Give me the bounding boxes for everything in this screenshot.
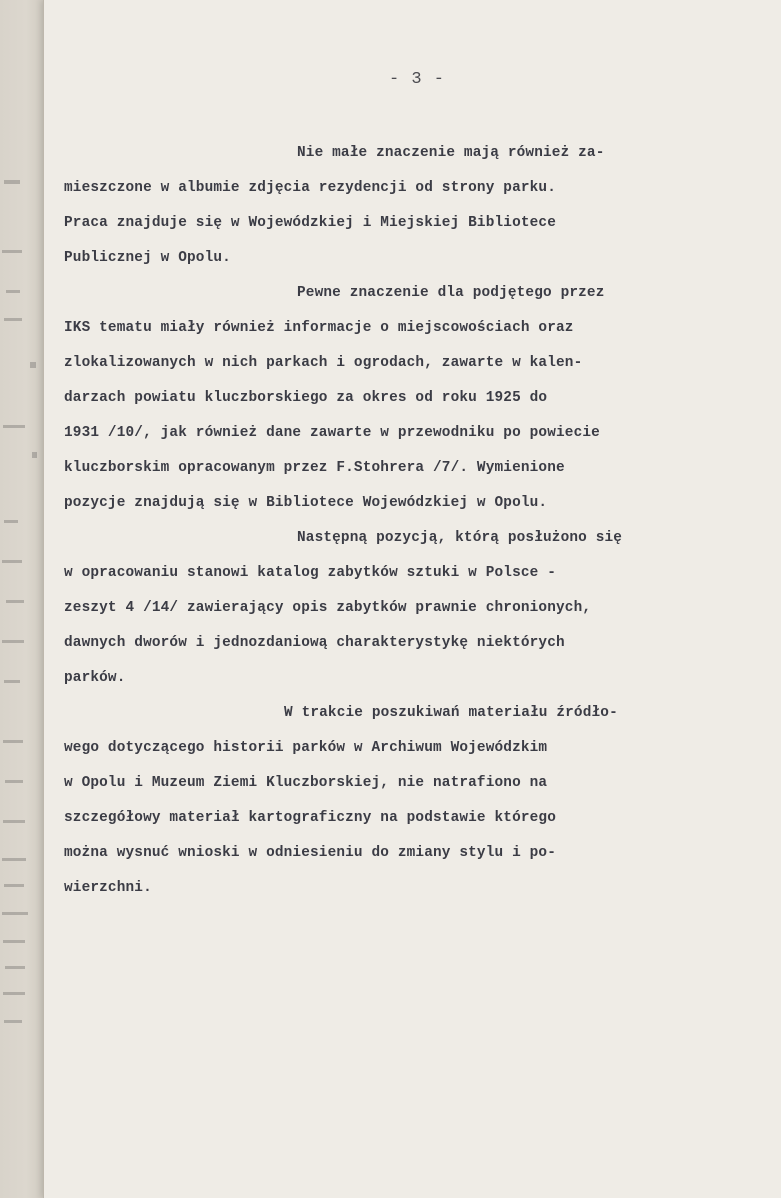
text-line: Pewne znaczenie dla podjętego przez bbox=[297, 285, 605, 301]
page-number: - 3 - bbox=[389, 70, 446, 89]
text-line: 1931 /10/, jak również dane zawarte w przewodniku po powiecie bbox=[64, 425, 600, 441]
text-line: Praca znajduje się w Wojewódzkiej i Miejskiej Bibliotece bbox=[64, 215, 557, 231]
text-line: mieszczone w albumie zdjęcia rezydencji od strony parku. bbox=[64, 180, 557, 196]
text-line: w opracowaniu stanowi katalog zabytków sztuki w Polsce - bbox=[64, 565, 557, 581]
text-line: Publicznej w Opolu. bbox=[64, 250, 231, 266]
text-line: parków. bbox=[64, 670, 126, 686]
text-line: pozycje znajdują się w Bibliotece Wojewódzkiej w Opolu. bbox=[64, 495, 548, 511]
text-line: wierzchni. bbox=[64, 880, 152, 896]
document-page bbox=[44, 0, 781, 1198]
text-line: zeszyt 4 /14/ zawierający opis zabytków prawnie chronionych, bbox=[64, 600, 592, 616]
text-line: kluczborskim opracowanym przez F.Stohrera /7/. Wymienione bbox=[64, 460, 565, 476]
text-line: zlokalizowanych w nich parkach i ogrodach, zawarte w kalen- bbox=[64, 355, 583, 371]
text-line: dawnych dworów i jednozdaniową charakterystykę niektórych bbox=[64, 635, 565, 651]
text-line: można wysnuć wnioski w odniesieniu do zmiany stylu i po- bbox=[64, 845, 557, 861]
text-line: Nie małe znaczenie mają również za- bbox=[297, 145, 605, 161]
text-line: szczegółowy materiał kartograficzny na podstawie którego bbox=[64, 810, 557, 826]
text-line: wego dotyczącego historii parków w Archiwum Wojewódzkim bbox=[64, 740, 548, 756]
text-line: IKS tematu miały również informacje o miejscowościach oraz bbox=[64, 320, 574, 336]
text-line: w Opolu i Muzeum Ziemi Kluczborskiej, nie natrafiono na bbox=[64, 775, 548, 791]
text-line: darzach powiatu kluczborskiego za okres od roku 1925 do bbox=[64, 390, 548, 406]
bleed-through-marks bbox=[0, 0, 44, 1198]
text-line: W trakcie poszukiwań materiału źródło- bbox=[284, 705, 618, 721]
text-line: Następną pozycją, którą posłużono się bbox=[297, 530, 623, 546]
